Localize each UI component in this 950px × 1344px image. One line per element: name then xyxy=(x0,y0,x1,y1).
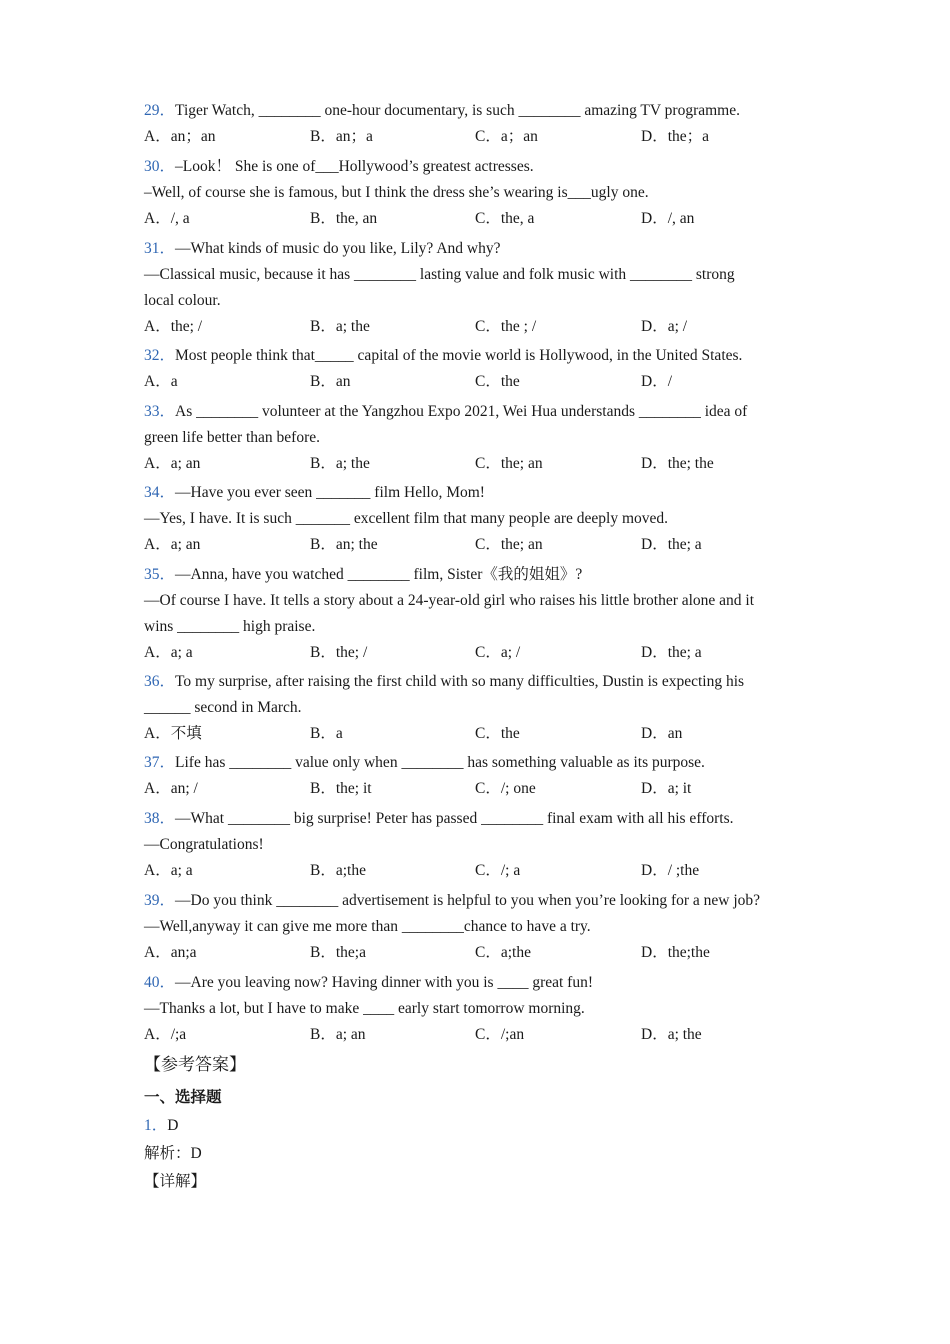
question-text: —Yes, I have. It is such _______ excellent film that many people are deeply moved. xyxy=(144,510,669,527)
option-d: D．the；a xyxy=(641,128,710,145)
option-a: A．a; an xyxy=(144,455,201,472)
option-b: B．an xyxy=(310,373,351,390)
question-number: 36． xyxy=(144,673,176,690)
option-a: A．a; an xyxy=(144,536,201,553)
option-a: A．a; a xyxy=(144,862,193,879)
question-block xyxy=(144,750,705,802)
question-number: 32． xyxy=(144,347,176,364)
option-b: B．a; an xyxy=(310,1026,366,1043)
question-block xyxy=(144,669,744,747)
question-stem xyxy=(144,970,593,996)
option-d: D．a; / xyxy=(641,318,688,335)
question-stem xyxy=(144,562,754,588)
question-stem xyxy=(144,343,742,369)
option-d: D．a; the xyxy=(641,1026,702,1043)
answer-options xyxy=(144,206,695,232)
option-c: C．a;the xyxy=(475,944,531,961)
question-text: ______ second in March. xyxy=(144,699,302,716)
question-line xyxy=(144,996,593,1022)
option-d: D．/ xyxy=(641,373,673,390)
question-text: Tiger Watch, ________ one-hour documentary, is such ________ amazing TV programme. xyxy=(175,102,740,119)
answer-options xyxy=(144,858,734,884)
option-b: B．an；a xyxy=(310,128,373,145)
question-block xyxy=(144,343,742,395)
question-text: As ________ volunteer at the Yangzhou Expo 2021, Wei Hua understands ________ idea of xyxy=(175,403,748,420)
question-line xyxy=(144,914,760,940)
option-b: B．the; it xyxy=(310,780,372,797)
option-b: B．a;the xyxy=(310,862,366,879)
question-text: —Do you think ________ advertisement is helpful to you when you’re looking for a new job? xyxy=(175,892,761,909)
option-b: B．the; / xyxy=(310,644,368,661)
option-c: C．the xyxy=(475,373,520,390)
question-stem xyxy=(144,669,744,695)
option-d: D．the; a xyxy=(641,536,702,553)
question-block xyxy=(144,888,760,966)
question-text: —Are you leaving now? Having dinner with you is ____ great fun! xyxy=(175,974,593,991)
option-b: B．the, an xyxy=(310,210,378,227)
option-d: D．the;the xyxy=(641,944,710,961)
question-number: 31． xyxy=(144,240,176,257)
option-c: C．/; a xyxy=(475,862,521,879)
question-block xyxy=(144,480,702,558)
option-a: A．an; / xyxy=(144,780,198,797)
question-line xyxy=(144,588,754,614)
question-line xyxy=(144,262,735,288)
question-text: Life has ________ value only when ________ has something valuable as its purpose. xyxy=(175,754,705,771)
option-a: A．/, a xyxy=(144,210,190,227)
option-b: B．a xyxy=(310,725,343,742)
option-c: C．the xyxy=(475,725,520,742)
question-text: wins ________ high praise. xyxy=(144,618,316,635)
answer-options xyxy=(144,124,740,150)
option-d: D．/ ;the xyxy=(641,862,700,879)
option-c: C．a；an xyxy=(475,128,538,145)
question-text: –Well, of course she is famous, but I think the dress she’s wearing is___ugly one. xyxy=(144,184,649,201)
question-block xyxy=(144,98,740,150)
question-block xyxy=(144,806,734,884)
answer-number: 1． xyxy=(144,1117,168,1134)
option-c: C．the ; / xyxy=(475,318,537,335)
answer-options xyxy=(144,369,742,395)
question-number: 34． xyxy=(144,484,176,501)
question-stem xyxy=(144,236,735,262)
option-b: B．a; the xyxy=(310,455,370,472)
answer-options xyxy=(144,314,735,340)
answer-options xyxy=(144,1022,702,1048)
question-line xyxy=(144,425,747,451)
question-block xyxy=(144,399,747,477)
question-block xyxy=(144,236,735,340)
option-b: B．a; the xyxy=(310,318,370,335)
answer-item xyxy=(144,1112,178,1140)
option-a: A．an；an xyxy=(144,128,216,145)
question-text: –Look！ She is one of___Hollywood’s greatest actresses. xyxy=(175,158,534,175)
question-stem xyxy=(144,888,760,914)
question-number: 30． xyxy=(144,158,176,175)
question-line xyxy=(144,180,649,206)
question-stem xyxy=(144,806,734,832)
question-line xyxy=(144,506,668,532)
option-c: C．the; an xyxy=(475,536,543,553)
answer-options xyxy=(144,640,754,666)
question-number: 33． xyxy=(144,403,176,420)
question-text: —Have you ever seen _______ film Hello, Mom! xyxy=(175,484,485,501)
option-b: B．the;a xyxy=(310,944,366,961)
question-line xyxy=(144,832,734,858)
option-c: C．a; / xyxy=(475,644,521,661)
question-text: —Well,anyway it can give me more than ________chance to have a try. xyxy=(144,918,591,935)
question-text: —Of course I have. It tells a story about a 24-year-old girl who raises his little brother alone and it xyxy=(144,592,755,609)
question-number: 29． xyxy=(144,102,176,119)
answer-options xyxy=(144,721,744,747)
question-text: —Congratulations! xyxy=(144,836,264,853)
question-text: Most people think that_____ capital of the movie world is Hollywood, in the United States. xyxy=(175,347,743,364)
question-stem xyxy=(144,98,740,124)
question-stem xyxy=(144,480,668,506)
question-stem xyxy=(144,750,705,776)
question-text: —What ________ big surprise! Peter has passed ________ final exam with all his efforts. xyxy=(175,810,734,827)
detail-heading: 【详解】 xyxy=(144,1173,207,1190)
answer-options xyxy=(144,451,747,477)
question-block xyxy=(144,154,695,232)
question-line xyxy=(144,695,744,721)
question-text: —Anna, have you watched ________ film, Sister《我的姐姐》? xyxy=(175,566,583,583)
option-d: D．the; the xyxy=(641,455,714,472)
question-line xyxy=(144,288,735,314)
option-a: A．不填 xyxy=(144,725,202,742)
option-a: A．a xyxy=(144,373,178,390)
answer-key-heading: 【参考答案】 xyxy=(144,1055,246,1074)
option-c: C．/; one xyxy=(475,780,536,797)
answer-options xyxy=(144,532,702,558)
option-d: D．a; it xyxy=(641,780,692,797)
question-line xyxy=(144,614,754,640)
question-number: 38． xyxy=(144,810,176,827)
option-a: A．/;a xyxy=(144,1026,187,1043)
option-d: D．an xyxy=(641,725,683,742)
question-text: green life better than before. xyxy=(144,429,321,446)
option-b: B．an; the xyxy=(310,536,378,553)
option-c: C．/;an xyxy=(475,1026,525,1043)
option-d: D．/, an xyxy=(641,210,695,227)
option-a: A．an;a xyxy=(144,944,197,961)
option-c: C．the, a xyxy=(475,210,535,227)
question-text: To my surprise, after raising the first child with so many difficulties, Dustin is expecting his xyxy=(175,673,745,690)
option-c: C．the; an xyxy=(475,455,543,472)
question-text: —Classical music, because it has ________ lasting value and folk music with ________ strong xyxy=(144,266,735,283)
answer-options xyxy=(144,940,760,966)
question-number: 40． xyxy=(144,974,176,991)
option-d: D．the; a xyxy=(641,644,702,661)
section-heading: 一、选择题 xyxy=(144,1089,222,1106)
question-number: 37． xyxy=(144,754,176,771)
option-a: A．the; / xyxy=(144,318,203,335)
question-stem xyxy=(144,154,649,180)
option-a: A．a; a xyxy=(144,644,193,661)
question-number: 35． xyxy=(144,566,176,583)
answer-value: D xyxy=(167,1117,179,1134)
question-text: local colour. xyxy=(144,292,221,309)
analysis-line: 解析：D xyxy=(144,1145,202,1162)
answer-options xyxy=(144,776,705,802)
question-text: —What kinds of music do you like, Lily? And why? xyxy=(175,240,501,257)
question-number: 39． xyxy=(144,892,176,909)
question-stem xyxy=(144,399,747,425)
question-block xyxy=(144,562,754,666)
question-text: —Thanks a lot, but I have to make ____ early start tomorrow morning. xyxy=(144,1000,585,1017)
question-block xyxy=(144,970,702,1048)
